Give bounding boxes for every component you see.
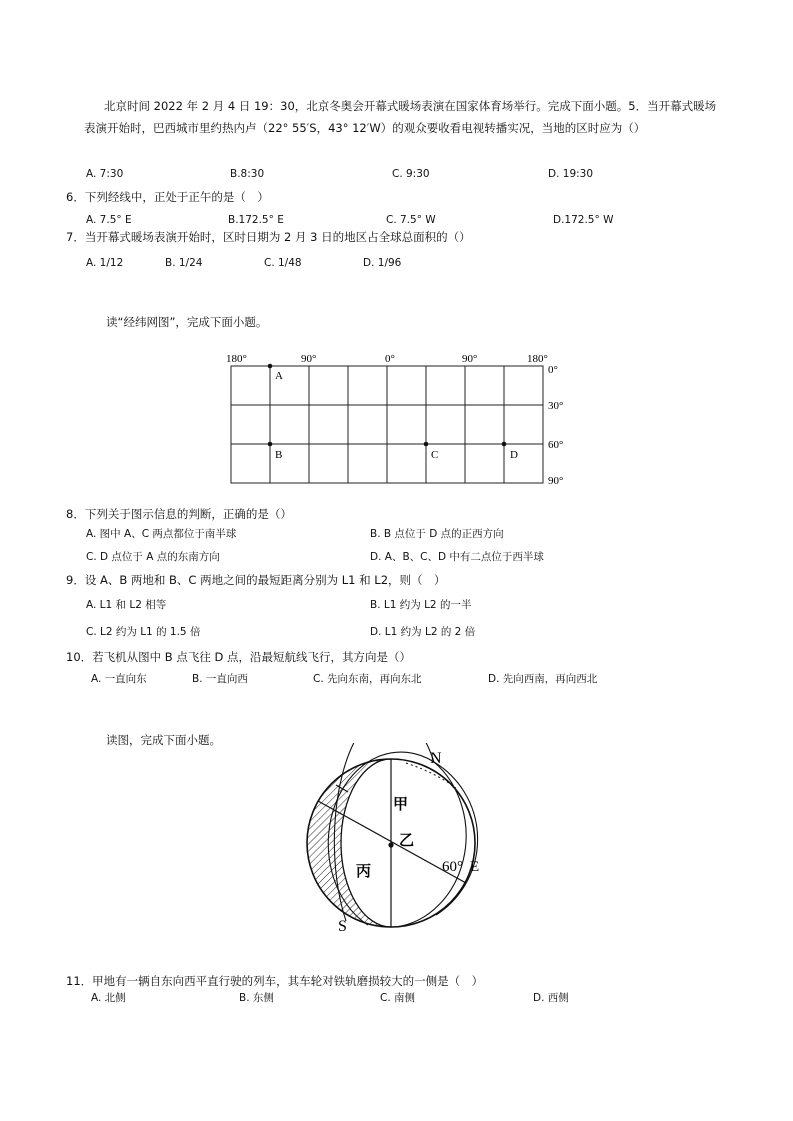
- q6-option-d: D.172.5° W: [553, 214, 614, 226]
- point-a-label: A: [275, 370, 283, 382]
- q10-option-a: A. 一直向东: [91, 673, 147, 685]
- q9-option-b: B. L1 约为 L2 的一半: [370, 599, 472, 611]
- q6-option-a: A. 7.5° E: [86, 214, 132, 226]
- globe-label-yi: 乙: [399, 833, 415, 849]
- top-label-90e: 90°: [462, 353, 478, 365]
- top-label-90w: 90°: [301, 353, 317, 365]
- right-label-30: 30°: [548, 400, 564, 412]
- q8-option-c: C. D 点位于 A 点的东南方向: [86, 551, 220, 563]
- q9-option-c: C. L2 约为 L1 的 1.5 倍: [86, 626, 201, 638]
- lat-long-grid-figure: [220, 348, 580, 490]
- intro-paragraph-q5: 北京时间 2022 年 2 月 4 日 19：30，北京冬奥会开幕式暖场表演在国家体育场举行。完成下面小题。5．当开幕式暖场表演开始时，巴西城市里约热内卢（22° 55′S，43° 12′W）的观众要收看电视转播实况，当地的区时应为（）: [84, 99, 717, 135]
- q6-option-b: B.172.5° E: [228, 214, 284, 226]
- q8-stem: 8．下列关于图示信息的判断，正确的是（）: [66, 507, 292, 521]
- q6-stem: 6．下列经线中，正处于正午的是（ ）: [66, 190, 269, 204]
- q11-option-d: D. 西侧: [533, 992, 569, 1004]
- top-label-180e: 180°: [527, 353, 548, 365]
- q11-option-a: A. 北侧: [91, 992, 126, 1004]
- q11-option-c: C. 南侧: [380, 992, 416, 1004]
- q11-stem: 11．甲地有一辆自东向西平直行驶的列车，其车轮对铁轨磨损较大的一侧是（ ）: [66, 974, 484, 988]
- q5-option-d: D. 19:30: [548, 168, 594, 180]
- point-d-label: D: [510, 449, 518, 461]
- right-label-0: 0°: [548, 364, 558, 376]
- q5-option-c: C. 9:30: [392, 168, 430, 180]
- right-label-60: 60°: [548, 439, 564, 451]
- q8-option-a: A. 图中 A、C 两点都位于南半球: [86, 528, 237, 540]
- q10-option-d: D. 先向西南，再向西北: [488, 673, 598, 685]
- point-a-dot: [268, 364, 273, 369]
- globe-label-east: E: [470, 859, 480, 875]
- q10-option-c: C. 先向东南，再向东北: [313, 673, 422, 685]
- q5-option-b: B.8:30: [230, 168, 265, 180]
- top-label-180w: 180°: [226, 353, 247, 365]
- q6-option-c: C. 7.5° W: [386, 214, 436, 226]
- point-d-dot: [502, 442, 507, 447]
- q7-stem: 7．当开幕式暖场表演开始时，区时日期为 2 月 3 日的地区占全球总面积的（）: [66, 230, 471, 244]
- right-label-90: 90°: [548, 475, 564, 487]
- q11-option-b: B. 东侧: [239, 992, 274, 1004]
- point-c-dot: [424, 442, 429, 447]
- point-b-dot: [268, 442, 273, 447]
- q7-option-d: D. 1/96: [363, 257, 402, 269]
- globe-label-north: N: [430, 750, 442, 767]
- globe-label-jia: 甲: [393, 797, 409, 813]
- intro-grid: 读“经纬网图”，完成下面小题。: [106, 315, 268, 329]
- point-c-label: C: [431, 449, 439, 461]
- q8-option-b: B. B 点位于 D 点的正西方向: [370, 528, 504, 540]
- q9-option-a: A. L1 和 L2 相等: [86, 599, 167, 611]
- q5-option-a: A. 7:30: [86, 168, 124, 180]
- q7-option-a: A. 1/12: [86, 257, 124, 269]
- q8-option-d: D. A、B、C、D 中有二点位于西半球: [370, 551, 544, 563]
- point-b-label: B: [275, 449, 283, 461]
- q10-stem: 10．若飞机从图中 B 点飞往 D 点，沿最短航线飞行，其方向是（）: [66, 650, 411, 664]
- globe-figure: [296, 743, 496, 938]
- intro-globe: 读图，完成下面小题。: [106, 733, 221, 747]
- globe-label-bing: 丙: [356, 864, 372, 880]
- q9-stem: 9．设 A、B 两地和 B、C 两地之间的最短距离分别为 L1 和 L2，则（ ）: [66, 573, 446, 587]
- top-label-0: 0°: [385, 353, 395, 365]
- q10-option-b: B. 一直向西: [192, 673, 248, 685]
- q9-option-d: D. L1 约为 L2 的 2 倍: [370, 626, 476, 638]
- globe-label-south: S: [338, 918, 347, 935]
- q7-option-c: C. 1/48: [264, 257, 302, 269]
- q7-option-b: B. 1/24: [165, 257, 203, 269]
- globe-label-60deg: 60°: [442, 859, 463, 875]
- globe-center-dot: [388, 842, 393, 847]
